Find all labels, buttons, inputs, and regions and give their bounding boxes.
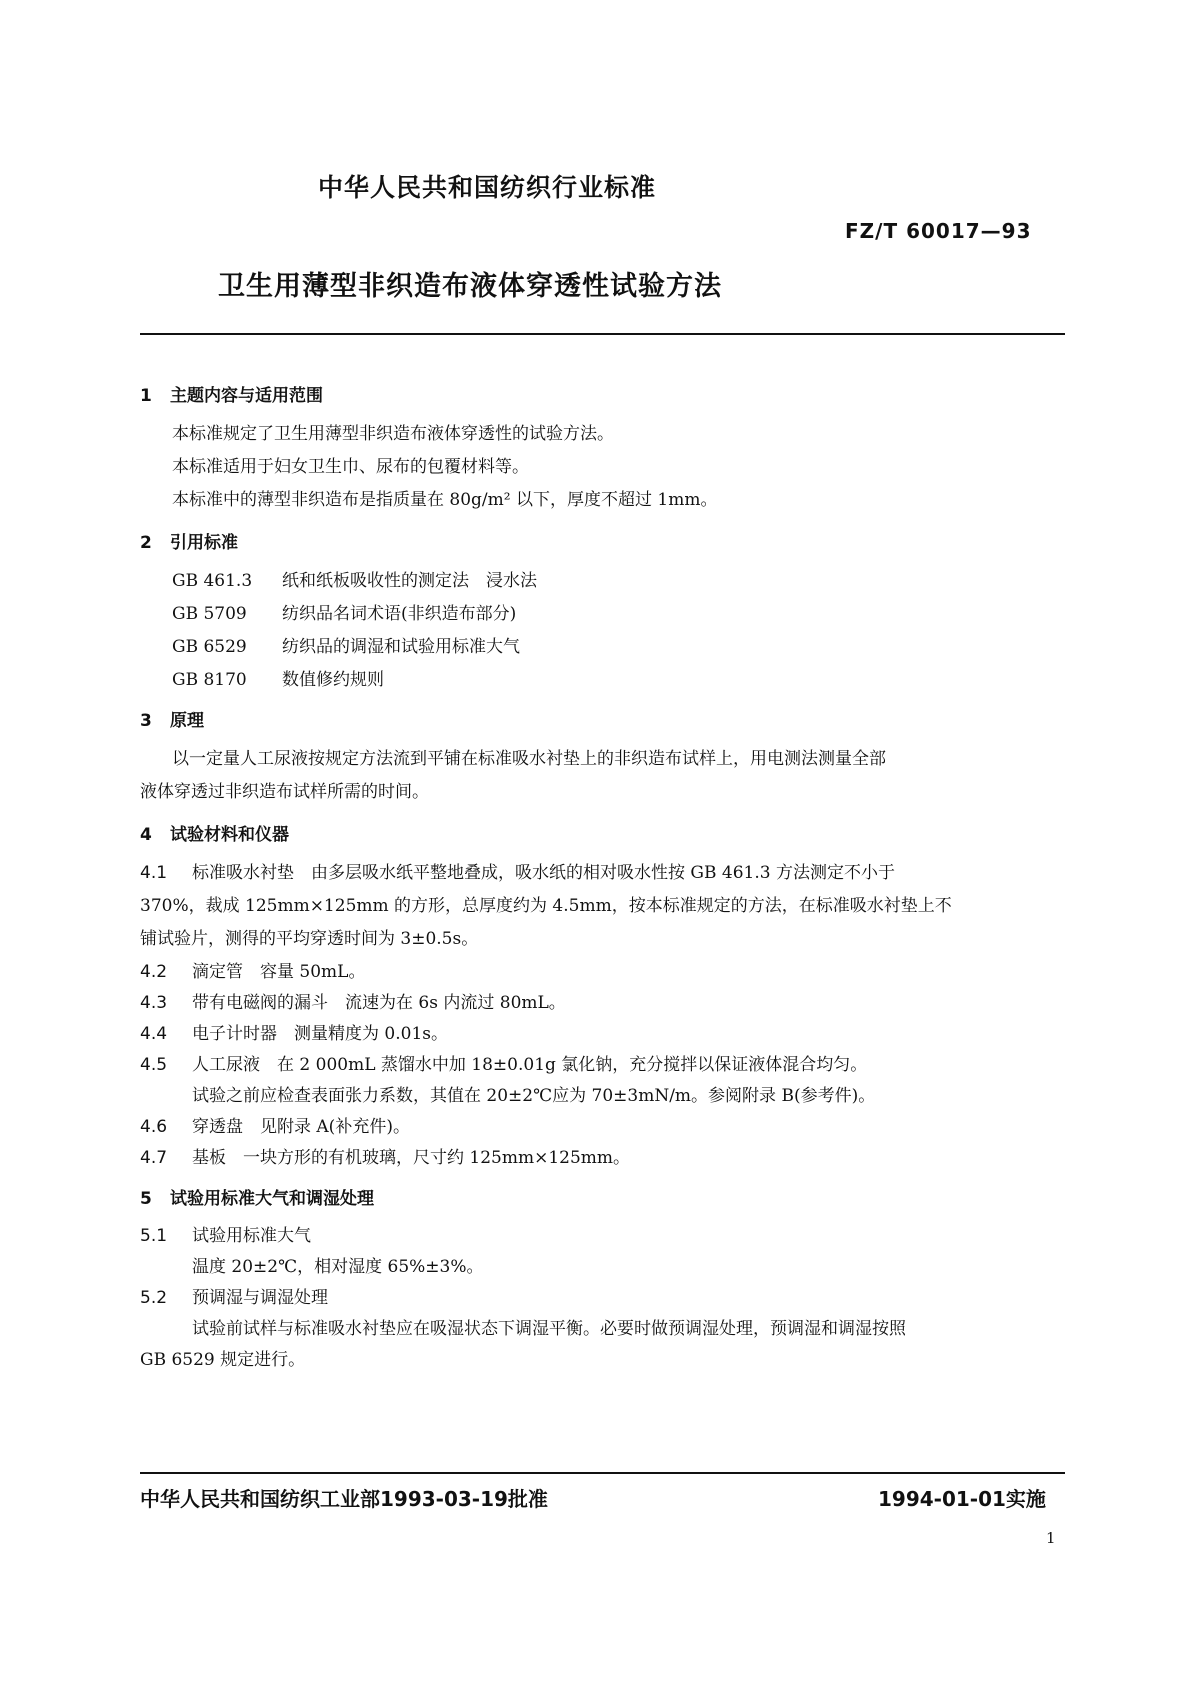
item-4-4: 4.4 电子计时器 测量精度为 0.01s。 bbox=[140, 1024, 448, 1044]
header-divider bbox=[140, 333, 1065, 335]
item-4-3: 4.3 带有电磁阀的漏斗 流速为在 6s 内流过 80mL。 bbox=[140, 993, 566, 1013]
section-5-heading: 5 试验用标准大气和调湿处理 bbox=[140, 1189, 374, 1209]
item-4-1-line-3: 铺试验片，测得的平均穿透时间为 3±0.5s。 bbox=[140, 929, 479, 949]
section-1-para-3: 本标准中的薄型非织造布是指质量在 80g/m² 以下，厚度不超过 1mm。 bbox=[172, 490, 718, 510]
item-5-2-line-2: 试验前试样与标准吸水衬垫应在吸湿状态下调湿平衡。必要时做预调湿处理，预调湿和调湿按照 bbox=[192, 1319, 906, 1339]
footer-divider bbox=[140, 1472, 1065, 1474]
item-4-5: 4.5 人工尿液 在 2 000mL 蒸馏水中加 18±0.01g 氯化钠，充分搅拌以保证液体混合均匀。 bbox=[140, 1055, 868, 1075]
section-3-heading: 3 原理 bbox=[140, 711, 204, 731]
org-header: 中华人民共和国纺织行业标准 bbox=[318, 173, 657, 202]
item-4-5-line-2: 试验之前应检查表面张力系数，其值在 20±2℃应为 70±3mN/m。参阅附录 B(参考件)。 bbox=[192, 1086, 876, 1106]
section-3-line-1: 以一定量人工尿液按规定方法流到平铺在标准吸水衬垫上的非织造布试样上，用电测法测量全部 bbox=[172, 749, 886, 769]
item-4-2: 4.2 滴定管 容量 50mL。 bbox=[140, 962, 366, 982]
reference-item: GB 5709 纺织品名词术语(非织造布部分) bbox=[172, 604, 517, 624]
reference-item: GB 461.3 纸和纸板吸收性的测定法 浸水法 bbox=[172, 571, 537, 591]
section-1-para-1: 本标准规定了卫生用薄型非织造布液体穿透性的试验方法。 bbox=[172, 424, 614, 444]
approval-line: 中华人民共和国纺织工业部1993-03-19批准 bbox=[140, 1487, 548, 1511]
document-title: 卫生用薄型非织造布液体穿透性试验方法 bbox=[218, 271, 722, 302]
section-3-line-2: 液体穿透过非织造布试样所需的时间。 bbox=[140, 782, 429, 802]
section-1-heading: 1 主题内容与适用范围 bbox=[140, 386, 323, 406]
effective-date: 1994-01-01实施 bbox=[878, 1487, 1046, 1511]
item-4-6: 4.6 穿透盘 见附录 A(补充件)。 bbox=[140, 1117, 410, 1137]
reference-item: GB 6529 纺织品的调湿和试验用标准大气 bbox=[172, 637, 520, 657]
item-5-2-line-3: GB 6529 规定进行。 bbox=[140, 1350, 306, 1370]
standard-code: FZ/T 60017—93 bbox=[845, 219, 1032, 243]
item-5-2: 5.2 预调湿与调湿处理 bbox=[140, 1288, 328, 1308]
reference-item: GB 8170 数值修约规则 bbox=[172, 670, 384, 690]
section-1-para-2: 本标准适用于妇女卫生巾、尿布的包覆材料等。 bbox=[172, 457, 529, 477]
item-5-1-line-2: 温度 20±2℃，相对湿度 65%±3%。 bbox=[192, 1257, 484, 1277]
item-4-1: 4.1 标准吸水衬垫 由多层吸水纸平整地叠成，吸水纸的相对吸水性按 GB 461.3 方法测定不小于 bbox=[140, 863, 895, 883]
item-4-1-line-2: 370%，裁成 125mm×125mm 的方形，总厚度约为 4.5mm，按本标准规定的方法，在标准吸水衬垫上不 bbox=[140, 896, 952, 916]
page-number: 1 bbox=[1046, 1529, 1056, 1547]
item-5-1: 5.1 试验用标准大气 bbox=[140, 1226, 311, 1246]
section-4-heading: 4 试验材料和仪器 bbox=[140, 825, 289, 845]
section-2-heading: 2 引用标准 bbox=[140, 533, 238, 553]
item-4-7: 4.7 基板 一块方形的有机玻璃，尺寸约 125mm×125mm。 bbox=[140, 1148, 631, 1168]
